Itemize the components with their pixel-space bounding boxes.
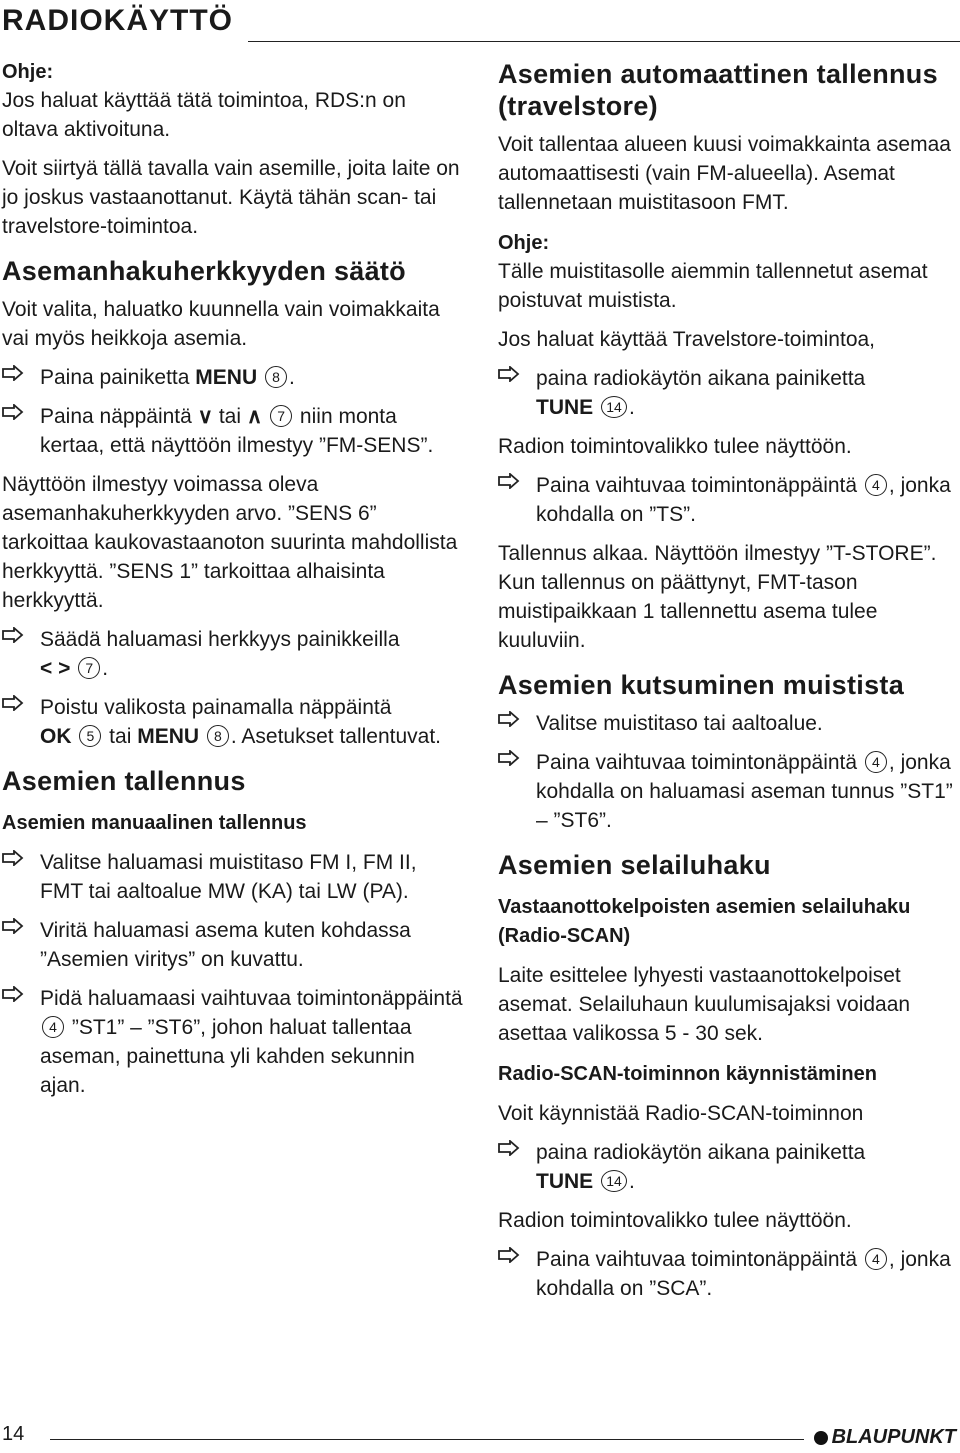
step-item: Valitse haluamasi muistitaso FM I, FM II, FMT tai aaltoalue MW (KA) tai LW (PA). bbox=[2, 848, 464, 906]
step-item: Paina vaihtuvaa toimintonäppäintä 4 , jonka kohdalla on haluamasi aseman tunnus ”ST1” – ”ST6”. bbox=[498, 748, 958, 835]
key-number-badge: 8 bbox=[207, 725, 229, 747]
step-item: Paina painiketta MENU 8 . bbox=[2, 363, 464, 392]
arrow-step-icon bbox=[498, 364, 536, 422]
note-label: Ohje: bbox=[498, 232, 550, 254]
title-rule bbox=[248, 41, 960, 42]
key-number-badge: 4 bbox=[865, 751, 887, 773]
step-item: Poistu valikosta painamalla näppäintä OK 5 tai MENU 8 . Asetukset tallentuvat. bbox=[2, 693, 464, 751]
step-item: Säädä haluamasi herkkyys painikkeilla < > 7 . bbox=[2, 625, 464, 683]
tune-key-label: TUNE bbox=[536, 396, 594, 419]
step-item: paina radiokäytön aikana painiketta TUNE 14 . bbox=[498, 364, 958, 422]
arrow-step-icon bbox=[2, 363, 40, 392]
arrow-step-icon bbox=[498, 709, 536, 738]
key-number-badge: 4 bbox=[865, 474, 887, 496]
arrow-step-icon bbox=[2, 984, 40, 1100]
subheading-scan-start: Radio-SCAN-toiminnon käynnistäminen bbox=[498, 1063, 877, 1085]
down-key-icon: ∨ bbox=[197, 405, 214, 428]
note-label: Ohje: bbox=[2, 61, 54, 83]
heading-storing: Asemien tallennus bbox=[2, 766, 246, 796]
heading-travelstore: Asemien automaattinen tallennus (travelstore) bbox=[498, 59, 938, 121]
right-column bbox=[498, 58, 958, 1313]
page-number: 14 bbox=[2, 1423, 25, 1445]
arrow-step-icon bbox=[2, 693, 40, 751]
step-item: Paina näppäintä ∨ tai ∧ 7 niin monta kertaa, että näyttöön ilmestyy ”FM-SENS”. bbox=[2, 402, 464, 460]
arrow-step-icon bbox=[2, 916, 40, 974]
brand-name: BLAUPUNKT bbox=[831, 1426, 956, 1448]
brand-logo bbox=[814, 1426, 956, 1449]
arrow-step-icon bbox=[2, 625, 40, 683]
paragraph: Tallennus alkaa. Näyttöön ilmestyy ”T-STORE”. Kun tallennus on päättynyt, FMT-tason muistipaikkaan 1 tallennettu asema tulee kuuluviin. bbox=[498, 542, 937, 652]
step-item: Viritä haluamasi asema kuten kohdassa ”Asemien viritys” on kuvattu. bbox=[2, 916, 464, 974]
arrow-step-icon bbox=[498, 1245, 536, 1303]
up-key-icon: ∧ bbox=[246, 405, 263, 428]
arrow-step-icon bbox=[498, 471, 536, 529]
paragraph: Voit valita, haluatko kuunnella vain voimakkaita vai myös heikkoja asemia. bbox=[2, 298, 440, 350]
subheading-radio-scan: Vastaanottokelpoisten asemien selailuhaku (Radio-SCAN) bbox=[498, 896, 911, 947]
tune-key-label: TUNE bbox=[536, 1170, 594, 1193]
key-number-badge: 4 bbox=[865, 1248, 887, 1270]
heading-recall: Asemien kutsuminen muistista bbox=[498, 670, 905, 700]
footer-rule bbox=[50, 1439, 804, 1440]
paragraph: Voit siirtyä tällä tavalla vain asemille, joita laite on jo joskus vastaanottanut. Käytä tähän scan- tai travelstore-toimintoa. bbox=[2, 157, 460, 238]
arrow-step-icon bbox=[2, 848, 40, 906]
paragraph: Voit tallentaa alueen kuusi voimakkainta asemaa automaattisesti (vain FM-alueella). Asemat tallennetaan muistitasoon FMT. bbox=[498, 133, 951, 214]
note-text: Tälle muistitasolle aiemmin tallennetut asemat poistuvat muistista. bbox=[498, 260, 928, 312]
step-item: Paina vaihtuvaa toimintonäppäintä 4 , jonka kohdalla on ”SCA”. bbox=[498, 1245, 958, 1303]
arrow-step-icon bbox=[498, 748, 536, 835]
subheading-manual: Asemien manuaalinen tallennus bbox=[2, 812, 307, 834]
note-text: Jos haluat käyttää tätä toimintoa, RDS:n on oltava aktivoituna. bbox=[2, 89, 406, 141]
arrow-step-icon bbox=[498, 1138, 536, 1196]
paragraph: Laite esittelee lyhyesti vastaanottokelpoiset asemat. Selailuhaun kuulumisajaksi voidaan asettaa valikossa 5 - 30 sek. bbox=[498, 964, 911, 1045]
left-right-keys-icon: < > bbox=[40, 657, 71, 680]
heading-scan: Asemien selailuhaku bbox=[498, 850, 771, 880]
step-item: Pidä haluamaasi vaihtuvaa toimintonäppäintä 4 ”ST1” – ”ST6”, johon haluat tallentaa aseman, painettuna yli kahden sekunnin ajan. bbox=[2, 984, 464, 1100]
ok-key-label: OK bbox=[40, 725, 72, 748]
heading-sensitivity: Asemanhakuherkkyyden säätö bbox=[2, 256, 406, 286]
key-number-badge: 7 bbox=[270, 405, 292, 427]
step-item: Valitse muistitaso tai aaltoalue. bbox=[498, 709, 958, 738]
step-item: paina radiokäytön aikana painiketta TUNE 14 . bbox=[498, 1138, 958, 1196]
paragraph: Radion toimintovalikko tulee näyttöön. bbox=[498, 1209, 852, 1232]
menu-key-label: MENU bbox=[195, 366, 258, 389]
key-number-badge: 14 bbox=[601, 396, 627, 418]
key-number-badge: 7 bbox=[78, 657, 100, 679]
paragraph: Radion toimintovalikko tulee näyttöön. bbox=[498, 435, 852, 458]
key-number-badge: 14 bbox=[601, 1170, 627, 1192]
paragraph: Jos haluat käyttää Travelstore-toimintoa, bbox=[498, 328, 876, 351]
arrow-step-icon bbox=[2, 402, 40, 460]
paragraph: Voit käynnistää Radio-SCAN-toiminnon bbox=[498, 1102, 864, 1125]
left-column bbox=[2, 58, 464, 1110]
blaupunkt-dot-icon bbox=[814, 1431, 828, 1445]
step-item: Paina vaihtuvaa toimintonäppäintä 4 , jonka kohdalla on ”TS”. bbox=[498, 471, 958, 529]
key-number-badge: 5 bbox=[79, 725, 101, 747]
menu-key-label: MENU bbox=[137, 725, 200, 748]
page-title: RADIOKÄYTTÖ bbox=[2, 4, 233, 37]
key-number-badge: 8 bbox=[265, 366, 287, 388]
paragraph: Näyttöön ilmestyy voimassa oleva asemanhakuherkkyyden arvo. ”SENS 6” tarkoittaa kaukovastaanoton suurinta mahdollista herkkyyttä. ”SENS 1” tarkoittaa alhaisinta herkkyyttä. bbox=[2, 473, 458, 612]
key-number-badge: 4 bbox=[42, 1016, 64, 1038]
